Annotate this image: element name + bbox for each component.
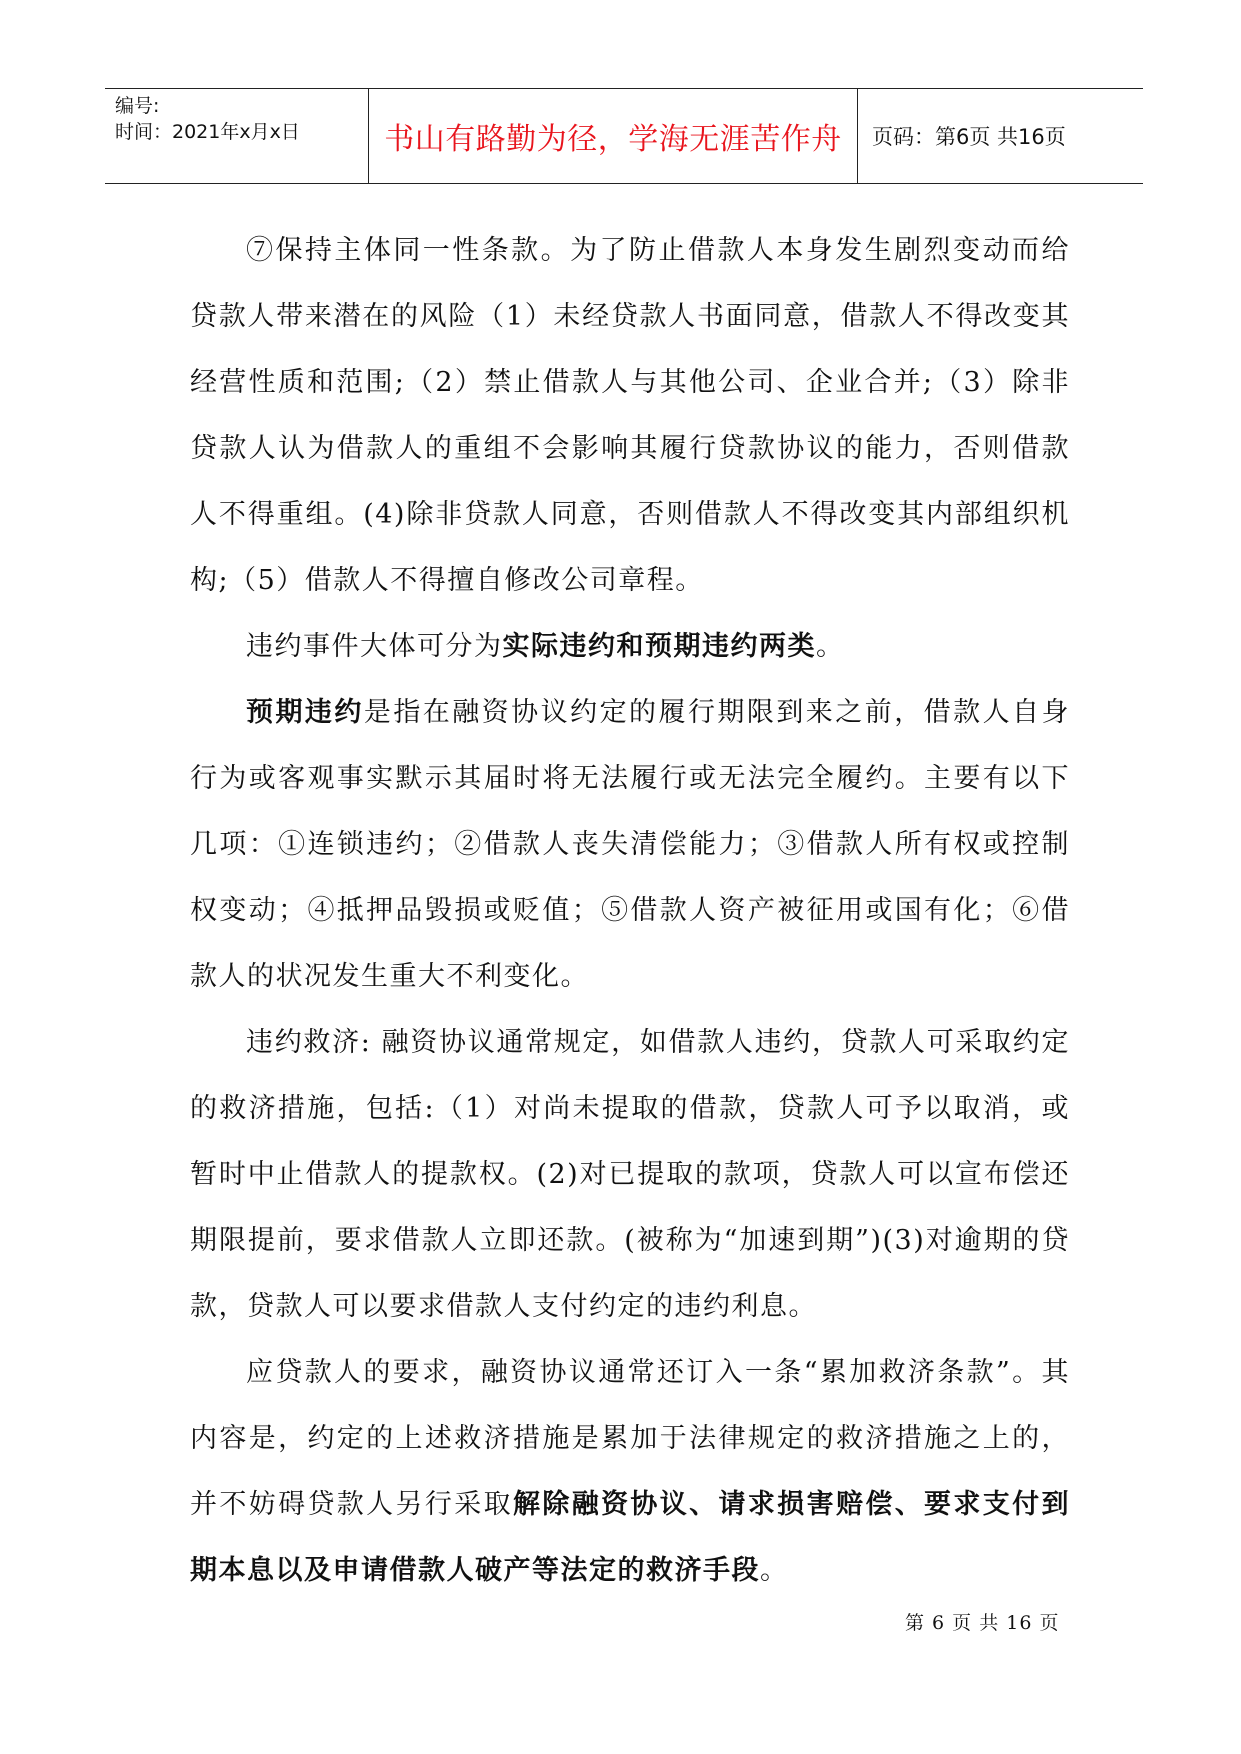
paragraph-default-remedies: 违约救济: 融资协议通常规定，如借款人违约，贷款人可采取约定的救济措施，包括:（1）对尚未提取的借款，贷款人可予以取消，或暂时中止借款人的提款权。(2)对已提取的款项，贷款人可以宣布偿还期限提前，要求借款人立即还款。(被称为“加速到期”)(3)对逾期的贷款，贷款人可以要求借款人支付约定的违约利息。: [190, 1027, 1070, 1322]
text-span: 。: [816, 631, 845, 662]
bold-text-span: 解除融资协议、请求损害赔偿、要求支付到期本息以及申请借款人破产等法定的救济手段: [190, 1489, 1071, 1586]
text-span: 违约事件大体可分为: [246, 631, 503, 662]
text-span: 是指在融资协议约定的履行期限到来之前，借款人自身行为或客观事实默示其届时将无法履行或无法完全履约。主要有以下几项：①连锁违约；②借款人丧失清偿能力；③借款人所有权或控制权变动；④抵押品毁损或贬值；⑤借款人资产被征用或国有化；⑥借款人的状况发生重大不利变化。: [190, 697, 1071, 992]
page-header: [105, 88, 1143, 184]
paragraph-anticipatory-default: [190, 680, 1070, 1010]
page-footer: 第 6 页 共 16 页: [905, 1612, 1060, 1634]
document-date-label: 时间：2021年x月x日: [115, 121, 300, 143]
header-motto: 书山有路勤为径，学海无涯苦作舟: [369, 89, 858, 183]
text-span: 应贷款人的要求，融资协议通常还订入一条“累加救济条款”。其内容是，约定的上述救济措施是累加于法律规定的救济措施之上的，并不妨碍贷款人另行采取: [190, 1357, 1070, 1520]
text-span: 。: [760, 1555, 789, 1586]
header-page-info: 页码：第6页 共16页: [872, 125, 1066, 149]
bold-text-span: 预期违约: [246, 697, 364, 728]
paragraph-default-types: [190, 614, 1070, 680]
document-body: [190, 218, 1070, 1604]
header-meta: [105, 89, 369, 183]
bold-text-span: 实际违约和预期违约两类: [502, 631, 816, 662]
document-number-label: 编号:: [115, 95, 160, 117]
paragraph-cumulative-remedy: [190, 1340, 1070, 1604]
paragraph-identity-clause: ⑦保持主体同一性条款。为了防止借款人本身发生剧烈变动而给贷款人带来潜在的风险（1）未经贷款人书面同意，借款人不得改变其经营性质和范围;（2）禁止借款人与其他公司、企业合并;（3）除非贷款人认为借款人的重组不会影响其履行贷款协议的能力，否则借款人不得重组。(4)除非贷款人同意，否则借款人不得改变其内部组织机构;（5）借款人不得擅自修改公司章程。: [190, 235, 1070, 596]
